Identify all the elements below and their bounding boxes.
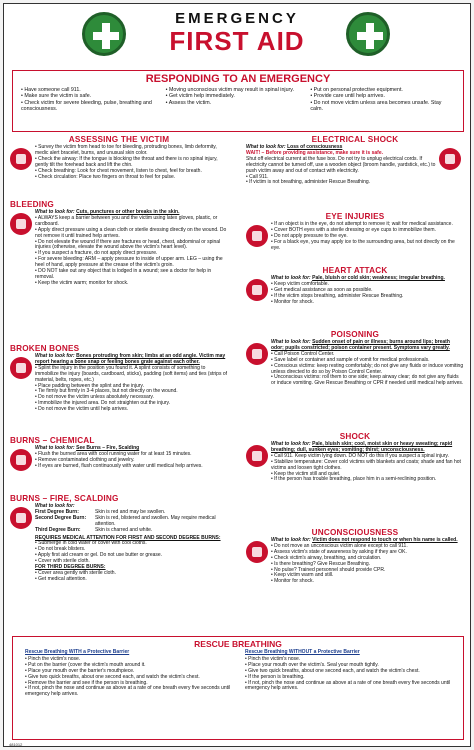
list-item: • Make sure the victim is safe. bbox=[21, 93, 166, 99]
header-first-aid: FIRST AID bbox=[169, 26, 305, 56]
look-label: What to look for: bbox=[271, 441, 311, 447]
burn-degree-name: Third Degree Burn: bbox=[35, 526, 81, 533]
section-burns-fire bbox=[10, 494, 228, 583]
section-title: UNCONSCIOUSNESS bbox=[311, 528, 399, 537]
section-title: SHOCK bbox=[339, 432, 371, 441]
list-item: • Assess the victim. bbox=[166, 100, 311, 106]
list-item: • Is there breathing? Give Rescue Breathing. bbox=[271, 562, 464, 568]
look-text: See Burns – Fire, Scalding bbox=[76, 445, 140, 451]
first-aid-poster bbox=[3, 3, 471, 747]
list-item: • Remove contaminated clothing and jewelry. bbox=[35, 458, 228, 464]
look-label: What to look for: bbox=[35, 353, 75, 359]
list-item: • Get medical assistance as soon as possible. bbox=[271, 288, 464, 294]
list-item: • Do not move victim unless area becomes unsafe. Stay calm. bbox=[310, 100, 455, 113]
section-title: POISONING bbox=[330, 330, 380, 339]
section-title: BLEEDING bbox=[10, 200, 54, 209]
list-item: • Apply first aid cream or gel. Do not use butter or grease. bbox=[35, 553, 228, 559]
look-label: What to look for: bbox=[271, 339, 311, 345]
list-item: • If victim is not breathing, administer Rescue Breathing. bbox=[246, 180, 436, 186]
look-label: What to look for: bbox=[271, 537, 311, 543]
list-item: • If the person is breathing. bbox=[245, 675, 451, 681]
list-item: • Do not move the victim unless absolutely necessary. bbox=[35, 395, 228, 401]
look-text: Loss of consciousness bbox=[287, 144, 343, 150]
section-title: ASSESSING THE VICTIM bbox=[68, 135, 170, 144]
section-bleeding bbox=[10, 200, 228, 287]
section-title: EYE INJURIES bbox=[325, 212, 385, 221]
list-item: • Keep victim comfortable. bbox=[271, 282, 464, 288]
list-item: • Check breathing: Look for chest movement, listen to chest, feel for breath. bbox=[35, 169, 228, 175]
lightning-icon bbox=[439, 148, 461, 170]
section-burns-chemical bbox=[10, 436, 228, 471]
list-item: • Pinch the victim's nose. bbox=[245, 657, 451, 663]
section-broken-bones bbox=[10, 344, 228, 413]
list-item: • If an object is in the eye, do not attempt to remove it; wait for medical assistance. bbox=[271, 222, 464, 228]
responding-col-2 bbox=[166, 87, 311, 113]
list-item: • Survey the victim from head to toe for bleeding, protruding bones, limb deformity, medic alert bracelet, burns, and unusual skin color. bbox=[35, 145, 228, 157]
list-item: • If the person has trouble breathing, place him in a semi-reclining position. bbox=[271, 477, 464, 483]
list-item: • Unconscious victims: roll them to one side; keep airway clear; do not give any fluids or induce vomiting. Give Rescue Breathing or CPR if needed until medical help arrives. bbox=[271, 375, 464, 387]
section-title: BROKEN BONES bbox=[10, 344, 80, 353]
list-item: • Pinch the victim's nose. bbox=[25, 657, 231, 663]
blood-drop-icon bbox=[10, 213, 32, 235]
req-head: REQUIRES MEDICAL ATTENTION FOR FIRST AND SECOND DEGREE BURNS: bbox=[35, 534, 221, 541]
skull-icon bbox=[246, 343, 268, 365]
list-item: • Stabilize temperature: Cover cold victims with blankets and coats; shade and fan hot victims and loosen tight clothes. bbox=[271, 460, 464, 472]
look-text: Pale, bluish or cold skin; weakness; irregular breathing. bbox=[312, 275, 445, 281]
list-item: • Put on personal protective equipment. bbox=[310, 87, 455, 93]
rescue-without-barrier bbox=[245, 650, 451, 698]
list-item: • Put on the barrier (cover the victim's mouth around it. bbox=[25, 663, 231, 669]
list-item: • Call 911. bbox=[246, 175, 436, 181]
look-text: Victim does not respond to touch or when his name is called. bbox=[312, 537, 458, 543]
list-item: • If the victim stops breathing, administer Rescue Breathing. bbox=[271, 294, 464, 300]
burn-degree-name: First Degree Burn: bbox=[35, 508, 79, 515]
list-item: • If not, pinch the nose and continue as above at a rate of one breath every five seconds until emergency help arrives. bbox=[25, 686, 231, 698]
list-item: • Do not break blisters. bbox=[35, 547, 228, 553]
section-electrical bbox=[246, 135, 464, 186]
warning-text: WAIT! – Before providing assistance, make sure it is safe. bbox=[246, 149, 383, 156]
list-item: • Conscious victims: keep resting comfortably; do not give any fluids or induce vomiting unless directed to do so by Poison Control Center. bbox=[271, 364, 464, 376]
list-item: • Get medical attention. bbox=[35, 577, 228, 583]
look-text: Pale, bluish skin; cool, moist skin or heavy sweating; rapid breathing; dull, sunken eyes; vomiting; thirst; unconsciousness. bbox=[271, 441, 453, 453]
list-item: • Give two quick breaths, about one second each, and watch the victim's chest. bbox=[245, 669, 451, 675]
list-item: • Keep victim warm and still. bbox=[271, 573, 464, 579]
burn-degree-desc: Skin is red and may be swollen. bbox=[95, 508, 166, 515]
look-label: What to look for: bbox=[35, 209, 75, 215]
look-label: What to look for: bbox=[35, 503, 75, 509]
header-emergency: EMERGENCY bbox=[175, 10, 299, 27]
product-code: 481012 bbox=[9, 742, 23, 747]
list-item: • Provide care until help arrives. bbox=[310, 93, 455, 99]
list-item: • Do not apply pressure to the eye. bbox=[271, 234, 464, 240]
responding-col-1 bbox=[21, 87, 166, 113]
section-eye bbox=[246, 212, 464, 252]
section-shock bbox=[246, 432, 464, 483]
look-label: What to look for: bbox=[271, 275, 311, 281]
section-poisoning bbox=[246, 330, 464, 387]
list-item: • Assess victim's state of awareness by asking if they are OK. bbox=[271, 550, 464, 556]
third-degree-head: FOR THIRD DEGREE BURNS: bbox=[35, 564, 106, 571]
list-item: • For a black eye, you may apply ice to the surrounding area, but not directly on the eye. bbox=[271, 240, 464, 252]
look-label: What to look for: bbox=[246, 144, 286, 150]
list-item: • Place your mouth over the victim's. Seal your mouth tightly. bbox=[245, 663, 451, 669]
rescue-with-head: Rescue Breathing WITH a Protective Barrier bbox=[25, 649, 130, 655]
heart-icon bbox=[246, 279, 268, 301]
list-item: • Do not move the victim until help arrives. bbox=[35, 407, 228, 413]
burn-degree-name: Second Degree Burn: bbox=[35, 514, 87, 521]
list-item: • Splint the injury in the position you found it. A splint consists of something to immobilize the injury (boards, cardboard, sticks), padding (soft items) and ties (strips of material, belts, ropes, etc.) bbox=[35, 366, 228, 384]
look-text: Cuts, punctures or other breaks in the skin. bbox=[76, 209, 180, 215]
responding-box bbox=[12, 70, 464, 132]
list-item: • Remove the barrier and see if the person is breathing. bbox=[25, 681, 231, 687]
list-item: • If eyes are burned, flush continuously with water until medical help arrives. bbox=[35, 464, 228, 470]
list-item: • Do not move an unconscious victim alone except to call 911. bbox=[271, 544, 464, 550]
eye-icon bbox=[246, 225, 268, 247]
electrical-body: Shut off electrical current at the fuse box. Do not try to unplug electrical cords. If electricity cannot be turned off, use a wooden object (broom handle, yardstick, etc.) to push victim away and out of contact with electricity. bbox=[246, 155, 436, 174]
look-label: What to look for: bbox=[35, 445, 75, 451]
list-item: • Flush the burned area with cool running water for at least 15 minutes. bbox=[35, 452, 228, 458]
look-text: Sudden onset of pain or illness; burns around lips; breath odor; pupils constricted; poison container present. Symptoms vary greatly. bbox=[271, 339, 450, 351]
list-item: • Moving unconscious victim may result in spinal injury. bbox=[166, 87, 311, 93]
list-item: • Submerge in cold water or cover with cool cloths. bbox=[35, 541, 228, 547]
list-item: • Save label or container and sample of vomit for medical professionals. bbox=[271, 358, 464, 364]
section-title: BURNS – CHEMICAL bbox=[10, 436, 95, 445]
burn-degree-desc: Skin is red, blistered and swollen. May require medical attention. bbox=[95, 514, 216, 527]
list-item: • Cover with sterile cloth. bbox=[35, 559, 228, 565]
section-title: BURNS – FIRE, SCALDING bbox=[10, 494, 119, 503]
list-item: • Give two quick breaths, about one second each, and watch the victim's chest. bbox=[25, 675, 231, 681]
list-item: • Call Poison Control Center. bbox=[271, 352, 464, 358]
list-item: • Place padding between the splint and the injury. bbox=[35, 384, 228, 390]
list-item: • DO NOT take out any object that is lodged in a wound; see a doctor for help in removal. bbox=[35, 269, 228, 281]
list-item: • If you suspect a fracture, do not apply direct pressure. bbox=[35, 251, 228, 257]
fire-icon bbox=[10, 507, 32, 529]
chemical-burn-icon bbox=[10, 449, 32, 471]
bone-icon bbox=[10, 357, 32, 379]
section-unconsciousness bbox=[246, 528, 464, 585]
list-item: • Cover area gently with sterile cloth. bbox=[35, 571, 228, 577]
list-item: • Apply direct pressure using a clean cloth or sterile dressing directly on the wound. Do not remove it until trained help arrives. bbox=[35, 228, 228, 240]
list-item: • If not, pinch the nose and continue as above at a rate of one breath every five seconds until emergency help arrives. bbox=[245, 681, 451, 693]
list-item: • Check the airway: If the tongue is blocking the throat and there is no spinal injury, gently tilt the forehead back and lift the chin. bbox=[35, 157, 228, 169]
responding-col-3 bbox=[310, 87, 455, 113]
list-item: • Call 911. Keep victim lying down. DO NOT do this if you suspect a spinal injury. bbox=[271, 454, 464, 460]
list-item: • Monitor for shock. bbox=[271, 579, 464, 585]
list-item: • No pulse? Trained personnel should provide CPR. bbox=[271, 568, 464, 574]
rescue-without-head: Rescue Breathing WITHOUT a Protective Barrier bbox=[245, 649, 360, 655]
section-heart bbox=[246, 266, 464, 306]
rescue-title: RESCUE BREATHING bbox=[194, 639, 282, 649]
list-item: • Cover BOTH eyes with a sterile dressing or eye cups to immobilize them. bbox=[271, 228, 464, 234]
person-lying-icon bbox=[246, 541, 268, 563]
hand-stop-icon bbox=[10, 148, 32, 170]
list-item: • Have someone call 911. bbox=[21, 87, 166, 93]
list-item: • Tie firmly but firmly in 3-4 places, but not directly on the wound. bbox=[35, 389, 228, 395]
list-item: • For severe bleeding: ARM – apply pressure to inside of upper arm. LEG – using the heel of hand, apply pressure at the crease of the victim's groin. bbox=[35, 257, 228, 269]
list-item: • Monitor for shock. bbox=[271, 300, 464, 306]
list-item: • Do not elevate the wound if there are fractures or head, chest, abdominal or spinal injuries (otherwise, elevate the wound above the victim's heart level). bbox=[35, 240, 228, 252]
thermometer-icon bbox=[246, 445, 268, 467]
list-item: • Keep the victim warm; monitor for shock. bbox=[35, 281, 228, 287]
list-item: • Check circulation: Place two fingers on throat to feel for pulse. bbox=[35, 175, 228, 181]
responding-title: RESPONDING TO AN EMERGENCY bbox=[145, 73, 331, 85]
rescue-with-barrier bbox=[25, 650, 231, 698]
burn-degree-desc: Skin is charred and white. bbox=[95, 526, 153, 533]
list-item: • Keep the victim still and quiet. bbox=[271, 472, 464, 478]
rescue-breathing-box bbox=[12, 636, 464, 740]
section-title: HEART ATTACK bbox=[322, 266, 388, 275]
list-item: • Check victim's airway, breathing, and circulation. bbox=[271, 556, 464, 562]
section-assessing bbox=[10, 135, 228, 180]
list-item: • ALWAYS keep a barrier between you and the victim using latex gloves, plastic, or cardboard. bbox=[35, 216, 228, 228]
list-item: • Check victim for severe bleeding, pulse, breathing and consciousness. bbox=[21, 100, 166, 113]
section-title: ELECTRICAL SHOCK bbox=[311, 135, 399, 144]
list-item: • Immobilize the injured area. Do not straighten out the injury. bbox=[35, 401, 228, 407]
list-item: • Get victim help immediately. bbox=[166, 93, 311, 99]
look-text: Bones protruding from skin; limbs at an odd angle. Victim may report hearing a bone snap or feeling bones grate against each other. bbox=[35, 353, 226, 365]
list-item: • Place your mouth over the barrier's mouthpiece. bbox=[25, 669, 231, 675]
